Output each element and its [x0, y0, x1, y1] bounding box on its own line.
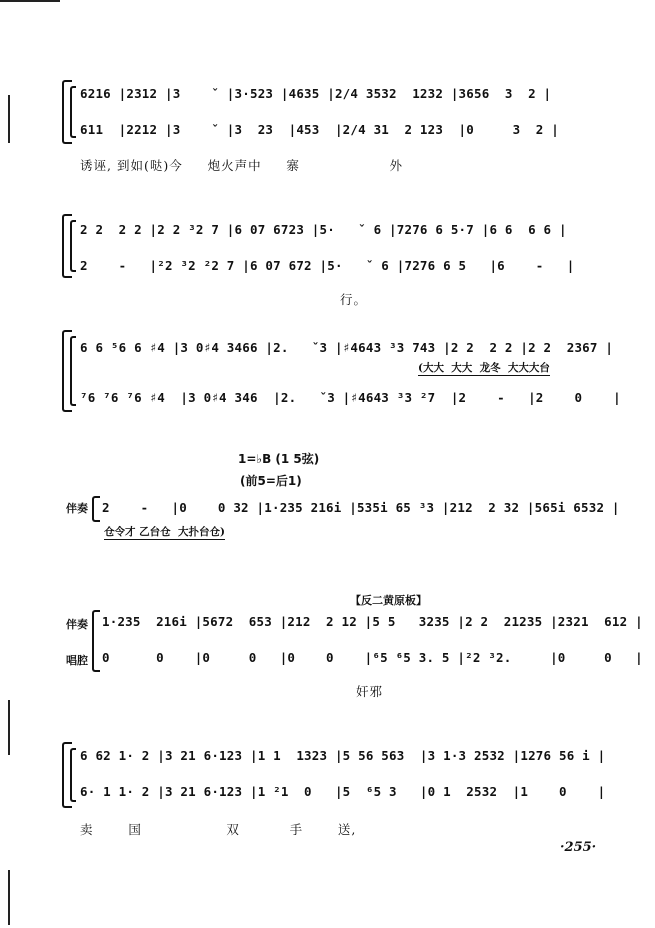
system-brace-inner	[70, 336, 76, 406]
lyrics-line: 奸邪	[356, 684, 384, 699]
upper-staff: 2 2 2 2 |2 2 ³2 7 |6 07 6723 |5· ˇ 6 |7276 6 5·7 |6 6 6 6 |	[80, 222, 567, 237]
lower-staff: 2 - |²2 ³2 ²2 7 |6 07 672 |5· ˇ 6 |7276 6 5 |6 - |	[80, 258, 575, 273]
lyrics-line: 行。	[340, 292, 368, 307]
page-number: ·255·	[560, 840, 597, 855]
vocal-label: 唱腔	[66, 654, 88, 667]
accompaniment-label: 伴奏	[66, 502, 88, 515]
accompaniment-label: 伴奏	[66, 618, 88, 631]
top-rule	[0, 0, 60, 2]
score-system-2	[0, 212, 655, 312]
upper-staff: 6 6 ⁵6 6 ♯4 |3 0♯4 3466 |2. ˇ3 |♯4643 ³3 743 |2 2 2 2 |2 2 2367 |	[80, 340, 614, 355]
key-signature-sub: (前5=后1)	[240, 474, 302, 488]
upper-staff: 2 - |0 0 32 |1·235 216i |535i 65 ³3 |212 2 32 |565i 6532 |	[102, 500, 620, 515]
lyrics-line: 卖 国 双 手 送,	[80, 822, 357, 837]
lower-staff: 0 0 |0 0 |0 0 |⁶5 ⁶5 3. 5 |²2 ³2. |0 0 |	[102, 650, 643, 665]
lyrics-line: 诱诬, 到如(哒)今 炮火声中 寨 外	[80, 158, 403, 173]
score-system-6	[0, 740, 655, 840]
section-heading: 【反二黄原板】	[350, 594, 427, 607]
margin-mark	[8, 870, 10, 925]
system-brace-inner	[70, 86, 76, 138]
percussion-line: 仓令才 乙台仓 大扑台仓)	[104, 526, 225, 538]
system-brace	[92, 496, 100, 522]
lower-staff: 6· 1 1· 2 |3 21 6·123 |1 ²1 0 |5 ⁶5 3 |0 1 2532 |1 0 |	[80, 784, 606, 799]
key-signature: 1=♭B (1 5弦)	[238, 452, 320, 466]
system-brace-inner	[70, 748, 76, 802]
lower-staff: 611 |2212 |3 ˇ |3 23 |453 |2/4 31 2 123 |0 3 2 |	[80, 122, 559, 137]
score-system-1	[0, 78, 655, 178]
upper-staff: 6 62 1· 2 |3 21 6·123 |1 1 1323 |5 56 563 |3 1·3 2532 |1276 56 i |	[80, 748, 606, 763]
system-brace	[92, 610, 100, 672]
system-brace-inner	[70, 220, 76, 272]
upper-staff: 1·235 216i |5672 653 |212 2 12 |5 5 3235 |2 2 21235 |2321 612 |	[102, 614, 643, 629]
score-system-3	[0, 328, 655, 418]
score-system-5	[0, 592, 655, 702]
upper-staff: 6216 |2312 |3 ˇ |3·523 |4635 |2/4 3532 1232 |3656 3 2 |	[80, 86, 552, 101]
lower-staff: ⁷6 ⁷6 ⁷6 ♯4 |3 0♯4 346 |2. ˇ3 |♯4643 ³3 ²7 |2 - |2 0 |	[80, 390, 621, 405]
percussion-line: (大大 大大 龙冬 大大大台	[418, 362, 550, 374]
score-system-4	[0, 450, 655, 550]
